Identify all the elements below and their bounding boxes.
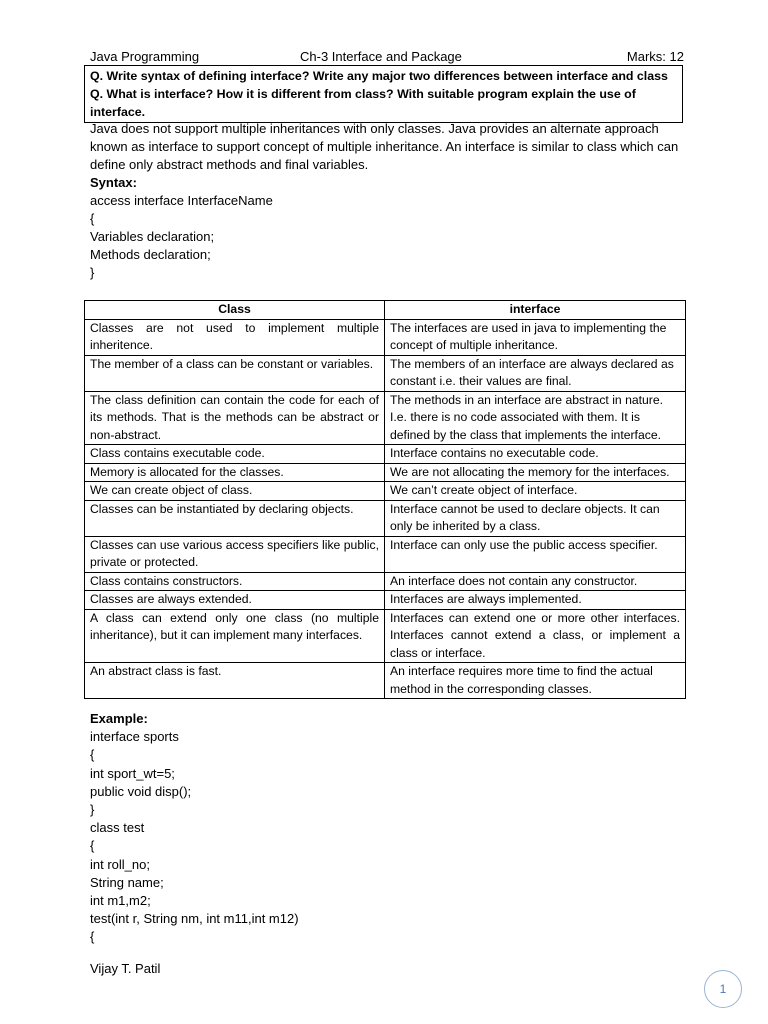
code-line: test(int r, String nm, int m11,int m12)	[90, 911, 299, 927]
interface-cell: Interface can only use the public access specifier.	[385, 536, 686, 572]
header-marks: Marks: 12	[626, 49, 684, 64]
syntax-line: {	[90, 211, 95, 226]
interface-cell: Interface cannot be used to declare objects. It can only be inherited by a class.	[385, 500, 686, 536]
table-row	[85, 482, 686, 501]
code-line: int sport_wt=5;	[90, 765, 175, 781]
example-section	[90, 710, 690, 947]
table-row	[85, 663, 686, 699]
interface-cell: Interfaces can extend one or more other interfaces. Interfaces cannot extend a class, or implement a class or interface.	[385, 609, 686, 663]
interface-cell: We are not allocating the memory for the interfaces.	[385, 463, 686, 482]
interface-cell: Interfaces are always implemented.	[385, 591, 686, 610]
example-heading: Example:	[90, 711, 148, 726]
page-footer-author: Vijay T. Patil	[90, 961, 161, 976]
question-box	[84, 65, 683, 123]
table-row	[85, 536, 686, 572]
table-row	[85, 609, 686, 663]
table-row	[85, 391, 686, 445]
class-cell: Classes are always extended.	[85, 591, 385, 610]
intro-section	[90, 120, 690, 282]
class-cell: Class contains constructors.	[85, 572, 385, 591]
syntax-line: Methods declaration;	[90, 247, 211, 262]
class-cell: Memory is allocated for the classes.	[85, 463, 385, 482]
code-line: }	[90, 802, 95, 818]
question-2: Q. What is interface? How it is different from class? With suitable program explain the use of interface.	[90, 87, 636, 119]
interface-cell: We can’t create object of interface.	[385, 482, 686, 501]
class-cell: Classes can be instantiated by declaring objects.	[85, 500, 385, 536]
code-line: public void disp();	[90, 783, 192, 799]
interface-cell: An interface does not contain any constructor.	[385, 572, 686, 591]
code-line: interface sports	[90, 729, 179, 745]
interface-cell: An interface requires more time to find the actual method in the corresponding classes.	[385, 663, 686, 699]
question-1: Q. Write syntax of defining interface? Write any major two differences between interface and class	[90, 69, 668, 83]
class-cell: Classes can use various access specifiers like public, private or protected.	[85, 536, 385, 572]
code-line: {	[90, 929, 95, 945]
syntax-heading: Syntax:	[90, 175, 137, 190]
class-cell: An abstract class is fast.	[85, 663, 385, 699]
header-subject: Java Programming	[90, 49, 200, 64]
page-header	[90, 48, 684, 66]
table-row	[85, 500, 686, 536]
table-row	[85, 591, 686, 610]
table-row	[85, 319, 686, 355]
interface-cell: The methods in an interface are abstract in nature. I.e. there is no code associated with them. It is defined by the class that implements the interface.	[385, 391, 686, 445]
class-cell: We can create object of class.	[85, 482, 385, 501]
intro-paragraph: Java does not support multiple inheritances with only classes. Java provides an alternate approach known as interface to support concept of multiple inheritance. An interface is similar to class which can define only abstract methods and final variables.	[90, 121, 679, 172]
code-line: {	[90, 747, 95, 763]
interface-cell: Interface contains no executable code.	[385, 445, 686, 464]
page-number-badge[interactable]: 1	[704, 970, 742, 1008]
interface-cell: The interfaces are used in java to implementing the concept of multiple inheritance.	[385, 319, 686, 355]
code-line: int m1,m2;	[90, 893, 151, 909]
table-row	[85, 572, 686, 591]
class-cell: The class definition can contain the code for each of its methods. That is the methods can be abstract or non-abstract.	[85, 391, 385, 445]
syntax-line: access interface InterfaceName	[90, 193, 273, 208]
code-line: class test	[90, 820, 145, 836]
class-cell: A class can extend only one class (no multiple inheritance), but it can implement many interfaces.	[85, 609, 385, 663]
class-cell: Class contains executable code.	[85, 445, 385, 464]
syntax-line: }	[90, 265, 95, 280]
class-cell: The member of a class can be constant or variables.	[85, 355, 385, 391]
table-row	[85, 463, 686, 482]
code-line: {	[90, 838, 95, 854]
header-chapter: Ch-3 Interface and Package	[300, 49, 462, 64]
interface-cell: The members of an interface are always declared as constant i.e. their values are final.	[385, 355, 686, 391]
column-header-class: Class	[85, 301, 385, 320]
class-cell: Classes are not used to implement multiple inheritence.	[85, 319, 385, 355]
table-row	[85, 445, 686, 464]
comparison-table	[84, 300, 686, 699]
column-header-interface: interface	[385, 301, 686, 320]
code-line: String name;	[90, 874, 164, 890]
code-line: int roll_no;	[90, 856, 150, 872]
table-row	[85, 355, 686, 391]
syntax-line: Variables declaration;	[90, 229, 215, 244]
table-header-row	[85, 301, 686, 320]
